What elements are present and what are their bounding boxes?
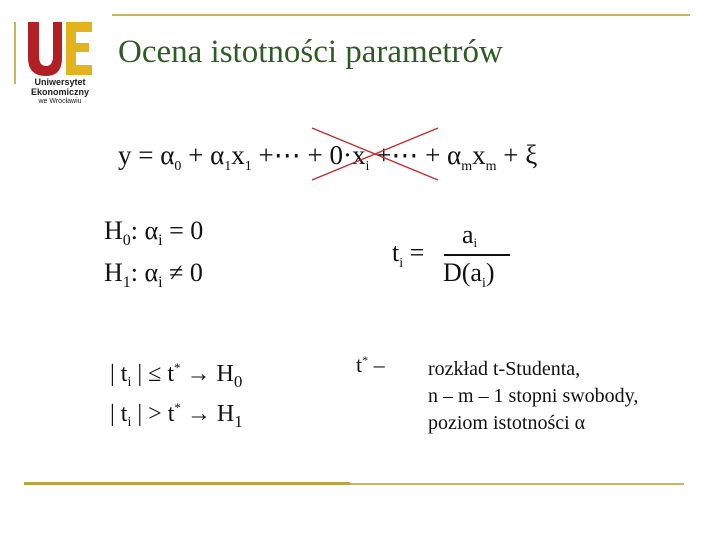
r2-compare: | > t [131,401,175,427]
fraction-denominator [443,258,495,292]
logo-e-shape [66,22,92,75]
null-hypothesis [104,216,203,250]
r1-abs-t: | t [110,361,128,387]
r2-h-sub: 1 [234,412,243,431]
h1-alpha-sub: i [158,274,163,291]
eq-dots-2: +⋯ [369,140,426,170]
tstar-t: t [356,352,363,377]
h0-sub: 0 [122,232,131,249]
cross-out-mark [310,126,440,182]
t-sub: i [399,256,404,271]
r1-sub: i [127,375,132,390]
desc-line-3: poziom istotności α [428,412,586,434]
r2-abs-t: | t [110,401,128,427]
h1-label: H [104,258,123,287]
t-statistic-lhs [392,238,424,272]
eq-sub-m: m [461,159,473,174]
r2-star: * [174,400,181,415]
desc-line-2: n – m – 1 stopni swobody, [428,385,639,407]
eq-equals-alpha: = α [131,140,175,170]
r2-sub: i [127,415,132,430]
r1-h-sub: 0 [233,372,243,391]
den-pre: D(a [443,258,482,287]
top-rule [112,14,690,16]
eq-plus-alpha-1: + α [181,140,225,170]
eq-sub-x1: 1 [244,159,252,174]
r1-star: * [174,360,181,375]
alternative-hypothesis [104,258,203,292]
h0-value: = 0 [162,216,204,245]
h1-value: ≠ 0 [162,258,203,287]
r1-arrow-h: → H [180,361,234,387]
fraction-bar [444,254,510,256]
eq-sub-xi: i [365,159,370,174]
logo-line-1: Uniwersytet [34,77,86,87]
eq-crossed-term: + 0·x [307,140,366,170]
eq-x1: x [231,140,245,170]
eq-plus-alpha-m: + α [425,140,462,170]
tstar-dash: – [368,352,385,377]
t-symbol: t [392,238,400,267]
r2-arrow-h: → H [180,401,235,427]
h1-sub: 1 [122,274,131,291]
desc-line-1: rozkład t-Studenta, [428,358,581,380]
h0-label: H [104,216,123,245]
h1-alpha: : α [130,258,159,287]
logo-line-3: we Wrocławiu [38,98,82,105]
logo-caption [20,77,100,106]
eq-xm: x [472,140,486,170]
left-rule [14,22,16,84]
logo-u-shape [28,22,62,76]
slide-title: Ocena istotności parametrów [118,34,503,70]
eq-sub-1: 1 [224,159,232,174]
t-equals: = [403,238,425,267]
num-sub: i [473,235,478,250]
eq-sub-0: 0 [174,159,182,174]
tstar-star: * [362,353,369,367]
num-a: a [462,220,474,249]
h0-alpha: : α [130,216,159,245]
h0-alpha-sub: i [158,232,163,249]
eq-xi-term: + ξ [496,140,538,170]
den-post: ) [485,258,495,287]
eq-sub-xm: m [485,159,497,174]
den-sub: i [481,276,486,291]
logo-line-2: Ekonomiczny [30,87,89,97]
fraction-numerator [462,220,477,251]
critical-value-description [428,356,638,437]
decision-rule-reject [110,400,243,432]
eq-y: y [118,140,132,170]
r1-compare: | ≤ t [131,361,175,387]
bottom-rule-accent [24,482,350,485]
eq-dots-1: +⋯ [251,140,308,170]
critical-value-label [356,352,385,378]
decision-rule-accept [110,360,242,392]
